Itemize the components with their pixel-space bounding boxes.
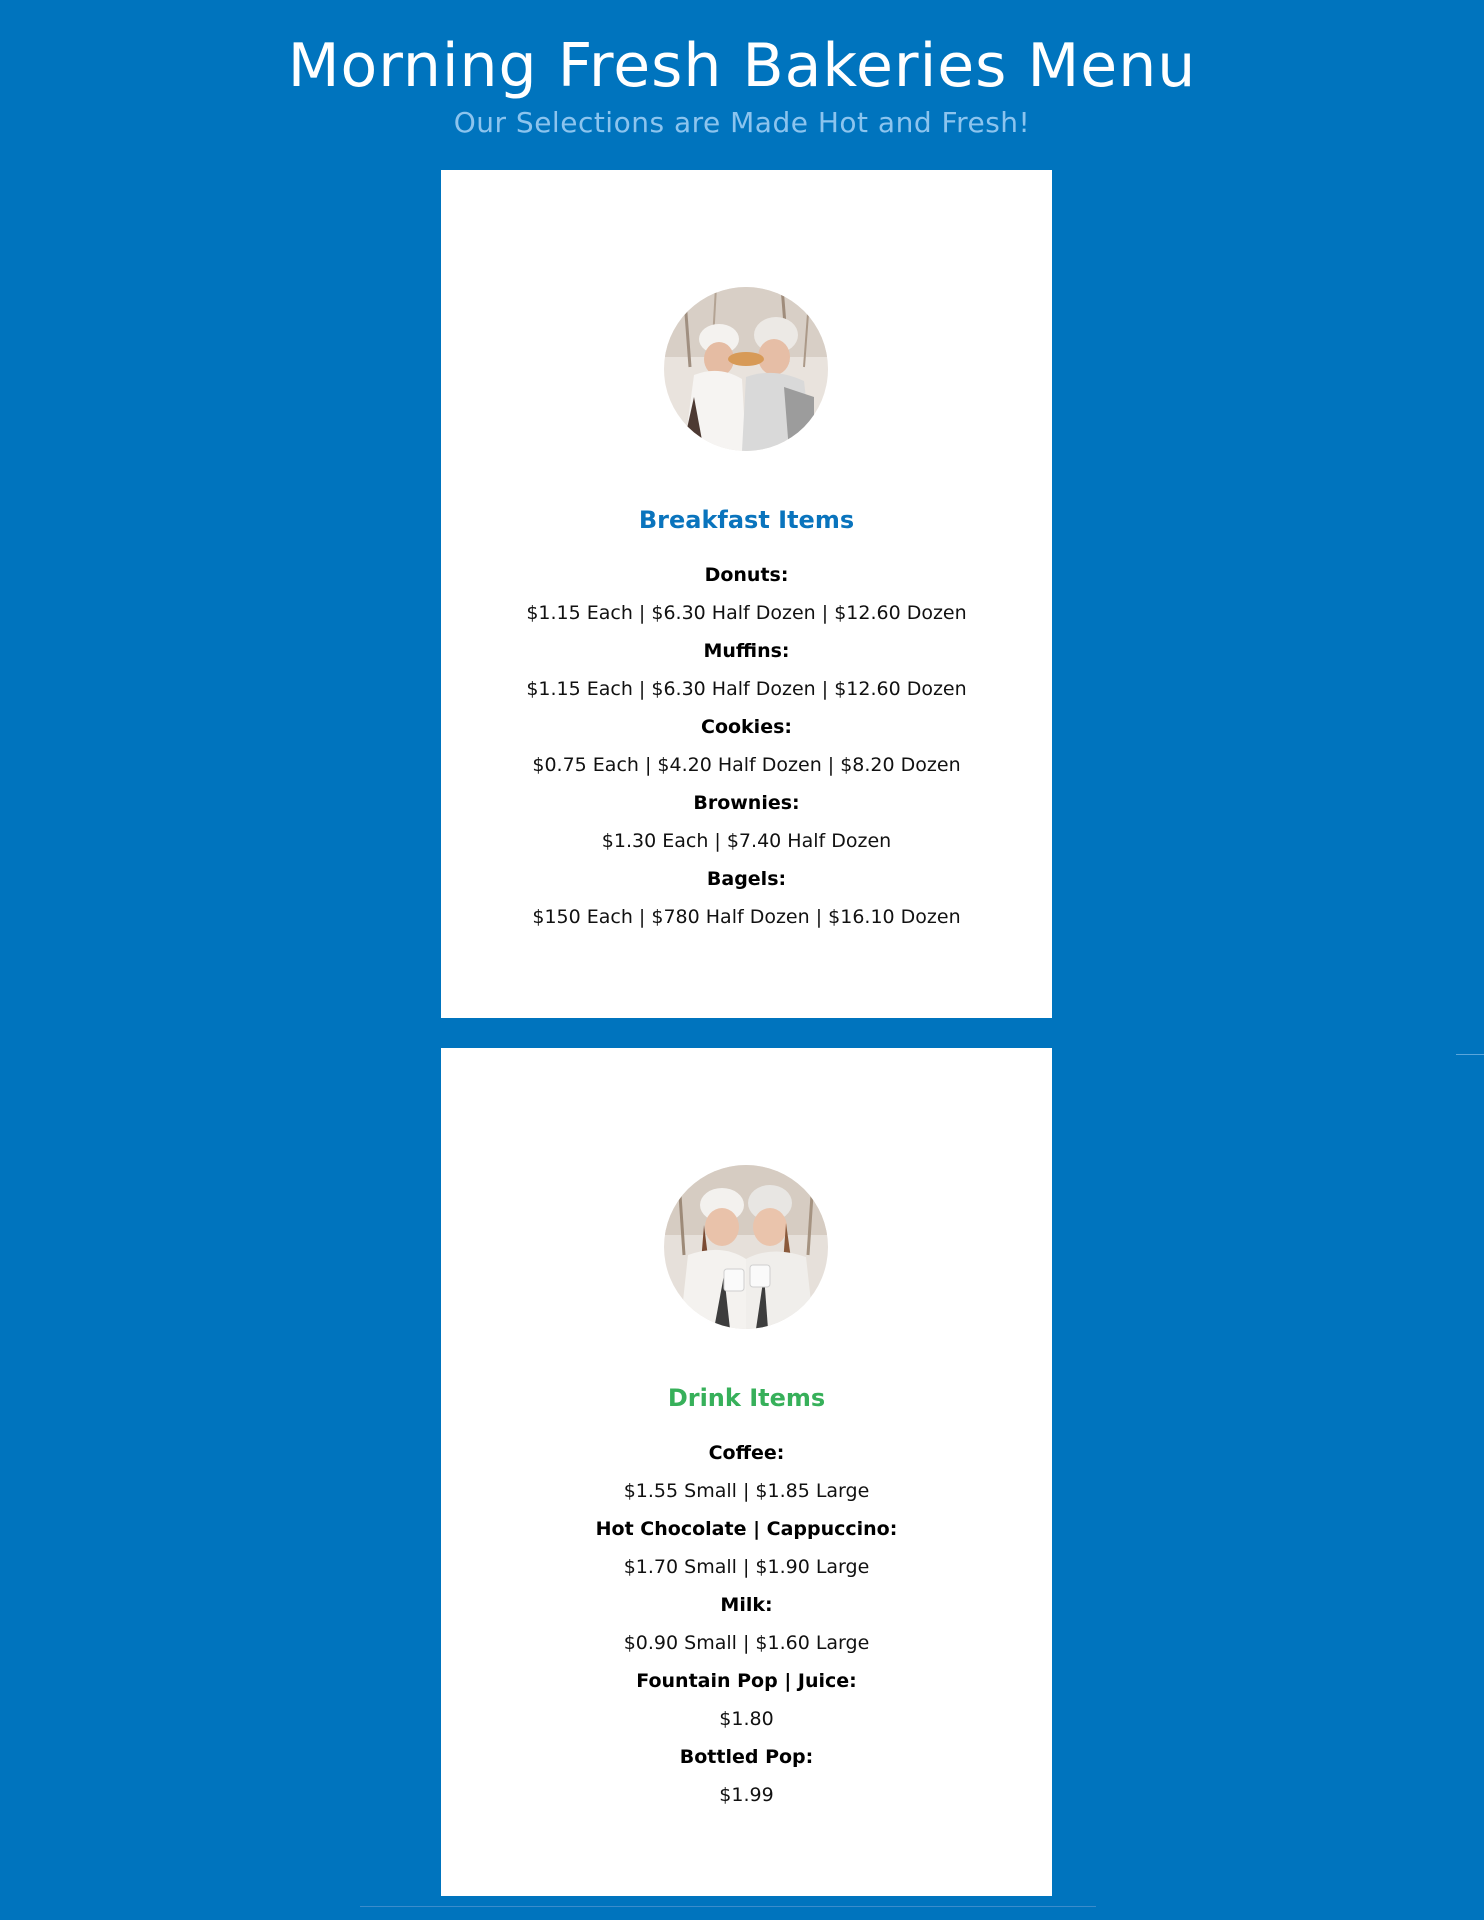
list-item: [441, 708, 1052, 784]
list-item: [441, 1586, 1052, 1662]
item-price: $1.15 Each | $6.30 Half Dozen | $12.60 Dozen: [526, 602, 967, 624]
breakfast-item-list: [441, 556, 1052, 936]
item-name: Milk:: [720, 1594, 773, 1616]
drinks-title: Drink Items: [667, 1384, 826, 1412]
drinks-card: [441, 1048, 1052, 1896]
list-item: [441, 860, 1052, 936]
item-name: Hot Chocolate | Cappuccino:: [595, 1518, 898, 1540]
item-price: $1.99: [719, 1784, 774, 1806]
item-name: Bottled Pop:: [679, 1746, 814, 1768]
list-item: [441, 1738, 1052, 1814]
drinks-photo: [664, 1165, 828, 1329]
list-item: [441, 784, 1052, 860]
item-name: Coffee:: [708, 1442, 785, 1464]
item-name: Donuts:: [704, 564, 789, 586]
item-price: $1.70 Small | $1.90 Large: [623, 1556, 870, 1578]
breakfast-card: [441, 170, 1052, 1018]
item-name: Muffins:: [703, 640, 790, 662]
breakfast-title: Breakfast Items: [638, 506, 855, 534]
item-price: $0.75 Each | $4.20 Half Dozen | $8.20 Dozen: [532, 754, 961, 776]
item-price: $1.30 Each | $7.40 Half Dozen: [601, 830, 892, 852]
item-price: $0.90 Small | $1.60 Large: [623, 1632, 870, 1654]
drinks-item-list: [441, 1434, 1052, 1814]
breakfast-photo: [664, 287, 828, 451]
item-name: Cookies:: [701, 716, 792, 738]
item-price: $1.15 Each | $6.30 Half Dozen | $12.60 Dozen: [526, 678, 967, 700]
item-price: $1.80: [719, 1708, 774, 1730]
list-item: [441, 632, 1052, 708]
divider: [1456, 1054, 1484, 1055]
list-item: [441, 1662, 1052, 1738]
divider: [360, 1906, 1096, 1907]
list-item: [441, 556, 1052, 632]
list-item: [441, 1434, 1052, 1510]
item-price: $150 Each | $780 Half Dozen | $16.10 Dozen: [532, 906, 961, 928]
item-name: Fountain Pop | Juice:: [636, 1670, 857, 1692]
page-title: Morning Fresh Bakeries Menu: [287, 31, 1197, 101]
item-name: Brownies:: [693, 792, 800, 814]
list-item: [441, 1510, 1052, 1586]
page-subtitle: Our Selections are Made Hot and Fresh!: [453, 106, 1031, 139]
item-price: $1.55 Small | $1.85 Large: [623, 1480, 870, 1502]
item-name: Bagels:: [706, 868, 787, 890]
